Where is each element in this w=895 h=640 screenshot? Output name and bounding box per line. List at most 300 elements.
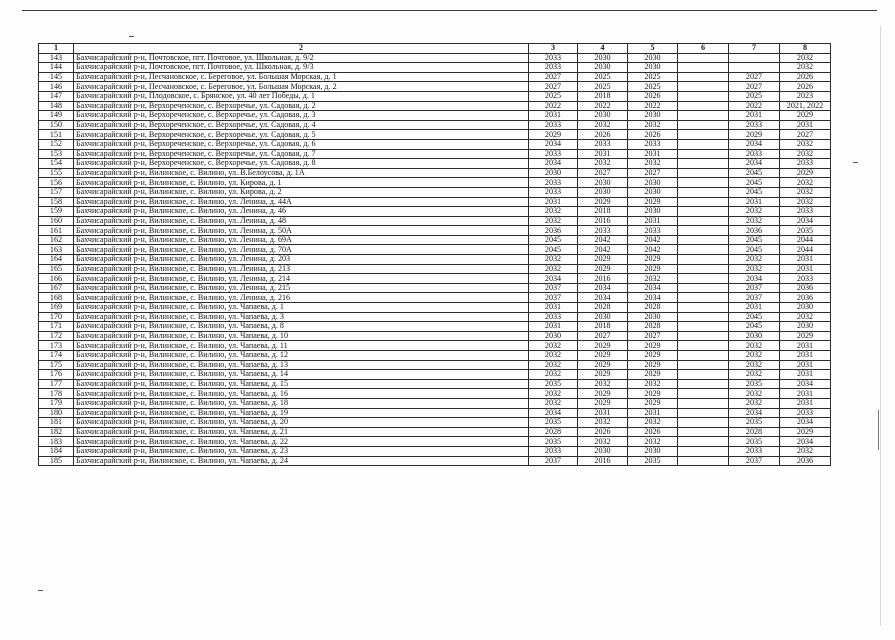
row-number-cell: 176 (39, 370, 74, 380)
row-number-cell: 166 (39, 274, 74, 284)
year-cell-col-5: 2022 (628, 101, 678, 111)
year-cell-col-7: 2033 (729, 446, 780, 456)
year-cell-col-4: 2016 (578, 216, 628, 226)
year-cell-col-8: 2031 (780, 120, 831, 130)
year-cell-col-4: 2029 (578, 351, 628, 361)
scan-speck (853, 162, 858, 163)
header-cell-col-6: 6 (678, 44, 729, 54)
year-cell-col-4: 2027 (578, 168, 628, 178)
year-cell-col-3: 2035 (529, 437, 578, 447)
year-cell-col-5: 2029 (628, 255, 678, 265)
year-cell-col-4: 2032 (578, 379, 628, 389)
year-cell-col-6 (678, 235, 729, 245)
year-cell-col-3: 2034 (529, 139, 578, 149)
year-cell-col-5: 2026 (628, 91, 678, 101)
year-cell-col-7: 2033 (729, 149, 780, 159)
row-number-cell: 148 (39, 101, 74, 111)
year-cell-col-6 (678, 178, 729, 188)
year-cell-col-3: 2032 (529, 341, 578, 351)
year-cell-col-7: 2035 (729, 379, 780, 389)
row-number-cell: 145 (39, 72, 74, 82)
year-cell-col-8: 2023 (780, 91, 831, 101)
year-cell-col-7: 2037 (729, 283, 780, 293)
year-cell-col-7 (729, 53, 780, 63)
year-cell-col-7: 2045 (729, 168, 780, 178)
year-cell-col-7: 2032 (729, 389, 780, 399)
address-cell: Бахчисарайский р-н, Почтовское, пгт. Почтовое, ул. Школьная, д. 9/2 (74, 53, 529, 63)
year-cell-col-4: 2032 (578, 120, 628, 130)
year-cell-col-7: 2032 (729, 255, 780, 265)
row-number-cell: 177 (39, 379, 74, 389)
table-row (39, 101, 831, 111)
year-cell-col-8: 2021, 2022 (780, 101, 831, 111)
year-cell-col-5: 2031 (628, 149, 678, 159)
year-cell-col-6 (678, 322, 729, 332)
year-cell-col-7: 2032 (729, 264, 780, 274)
year-cell-col-4: 2031 (578, 408, 628, 418)
year-cell-col-6 (678, 255, 729, 265)
year-cell-col-8: 2032 (780, 178, 831, 188)
housing-register-table (38, 43, 831, 466)
row-number-cell: 178 (39, 389, 74, 399)
year-cell-col-4: 2029 (578, 398, 628, 408)
year-cell-col-8: 2030 (780, 322, 831, 332)
year-cell-col-6 (678, 351, 729, 361)
address-cell: Бахчисарайский р-н, Вилинское, с. Вилино, ул. Ленина, д. 214 (74, 274, 529, 284)
year-cell-col-4: 2033 (578, 226, 628, 236)
year-cell-col-6 (678, 149, 729, 159)
table-row (39, 187, 831, 197)
year-cell-col-8: 2029 (780, 427, 831, 437)
year-cell-col-6 (678, 120, 729, 130)
year-cell-col-6 (678, 408, 729, 418)
table-row (39, 370, 831, 380)
year-cell-col-4: 2026 (578, 130, 628, 140)
table-row (39, 82, 831, 92)
row-number-cell: 173 (39, 341, 74, 351)
year-cell-col-7: 2032 (729, 360, 780, 370)
row-number-cell: 158 (39, 197, 74, 207)
year-cell-col-5: 2026 (628, 130, 678, 140)
table-row (39, 341, 831, 351)
year-cell-col-5: 2030 (628, 312, 678, 322)
row-number-cell: 174 (39, 351, 74, 361)
address-cell: Бахчисарайский р-н, Вилинское, с. Вилино, ул. Ленина, д. 44А (74, 197, 529, 207)
year-cell-col-4: 2033 (578, 139, 628, 149)
table-row (39, 197, 831, 207)
address-cell: Бахчисарайский р-н, Верхореченское, с. Верхоречье, ул. Садовая, д. 7 (74, 149, 529, 159)
year-cell-col-3: 2033 (529, 178, 578, 188)
address-cell: Бахчисарайский р-н, Вилинское, с. Вилино, ул. Чапаева, д. 22 (74, 437, 529, 447)
year-cell-col-8: 2031 (780, 264, 831, 274)
year-cell-col-7: 2028 (729, 427, 780, 437)
year-cell-col-4: 2018 (578, 207, 628, 217)
row-number-cell: 180 (39, 408, 74, 418)
year-cell-col-7: 2045 (729, 235, 780, 245)
page-top-border (22, 10, 877, 11)
year-cell-col-3: 2033 (529, 63, 578, 73)
row-number-cell: 184 (39, 446, 74, 456)
year-cell-col-8: 2029 (780, 111, 831, 121)
row-number-cell: 160 (39, 216, 74, 226)
year-cell-col-5: 2032 (628, 274, 678, 284)
year-cell-col-7 (729, 63, 780, 73)
table-row (39, 331, 831, 341)
year-cell-col-6 (678, 437, 729, 447)
address-cell: Бахчисарайский р-н, Верхореченское, с. Верхоречье, ул. Садовая, д. 6 (74, 139, 529, 149)
address-cell: Бахчисарайский р-н, Вилинское, с. Вилино, ул. Чапаева, д. 1 (74, 303, 529, 313)
year-cell-col-8: 2031 (780, 351, 831, 361)
year-cell-col-5: 2029 (628, 197, 678, 207)
address-cell: Бахчисарайский р-н, Вилинское, с. Вилино, ул. Чапаева, д. 3 (74, 312, 529, 322)
year-cell-col-8: 2034 (780, 216, 831, 226)
row-number-cell: 179 (39, 398, 74, 408)
year-cell-col-8: 2032 (780, 139, 831, 149)
address-cell: Бахчисарайский р-н, Вилинское, с. Вилино, ул. Чапаева, д. 20 (74, 418, 529, 428)
year-cell-col-3: 2032 (529, 264, 578, 274)
year-cell-col-7: 2029 (729, 130, 780, 140)
year-cell-col-3: 2032 (529, 207, 578, 217)
row-number-cell: 167 (39, 283, 74, 293)
row-number-cell: 159 (39, 207, 74, 217)
row-number-cell: 171 (39, 322, 74, 332)
year-cell-col-7: 2034 (729, 139, 780, 149)
table-row (39, 63, 831, 73)
year-cell-col-7: 2027 (729, 72, 780, 82)
year-cell-col-7: 2032 (729, 398, 780, 408)
row-number-cell: 168 (39, 293, 74, 303)
address-cell: Бахчисарайский р-н, Вилинское, с. Вилино, ул. Чапаева, д. 11 (74, 341, 529, 351)
year-cell-col-4: 2029 (578, 197, 628, 207)
year-cell-col-4: 2034 (578, 293, 628, 303)
row-number-cell: 182 (39, 427, 74, 437)
year-cell-col-4: 2029 (578, 341, 628, 351)
year-cell-col-3: 2033 (529, 312, 578, 322)
address-cell: Бахчисарайский р-н, Плодовское, с. Брянское, ул. 40 лет Победы, д. 1 (74, 91, 529, 101)
year-cell-col-8: 2029 (780, 331, 831, 341)
address-cell: Бахчисарайский р-н, Вилинское, с. Вилино, ул. Чапаева, д. 16 (74, 389, 529, 399)
table-row (39, 437, 831, 447)
address-cell: Бахчисарайский р-н, Верхореченское, с. Верхоречье, ул. Садовая, д. 5 (74, 130, 529, 140)
year-cell-col-4: 2026 (578, 427, 628, 437)
year-cell-col-5: 2026 (628, 427, 678, 437)
table-row (39, 111, 831, 121)
year-cell-col-7: 2034 (729, 274, 780, 284)
header-cell-col-2: 2 (74, 44, 529, 54)
year-cell-col-7: 2045 (729, 178, 780, 188)
address-cell: Бахчисарайский р-н, Вилинское, с. Вилино, ул. Чапаева, д. 13 (74, 360, 529, 370)
address-cell: Бахчисарайский р-н, Вилинское, с. Вилино, ул. Чапаева, д. 21 (74, 427, 529, 437)
year-cell-col-4: 2030 (578, 446, 628, 456)
year-cell-col-3: 2033 (529, 149, 578, 159)
year-cell-col-3: 2034 (529, 408, 578, 418)
address-cell: Бахчисарайский р-н, Вилинское, с. Вилино, ул. Ленина, д. 70А (74, 245, 529, 255)
year-cell-col-6 (678, 446, 729, 456)
address-cell: Бахчисарайский р-н, Вилинское, с. Вилино, ул. Ленина, д. 69А (74, 235, 529, 245)
year-cell-col-6 (678, 456, 729, 466)
year-cell-col-8: 2031 (780, 341, 831, 351)
year-cell-col-3: 2027 (529, 72, 578, 82)
year-cell-col-7: 2045 (729, 312, 780, 322)
table-row (39, 245, 831, 255)
year-cell-col-7: 2022 (729, 101, 780, 111)
year-cell-col-3: 2033 (529, 120, 578, 130)
year-cell-col-6 (678, 63, 729, 73)
table-row (39, 168, 831, 178)
year-cell-col-8: 2033 (780, 207, 831, 217)
row-number-cell: 165 (39, 264, 74, 274)
year-cell-col-4: 2029 (578, 389, 628, 399)
year-cell-col-7: 2045 (729, 322, 780, 332)
year-cell-col-4: 2030 (578, 111, 628, 121)
table-row (39, 283, 831, 293)
address-cell: Бахчисарайский р-н, Вилинское, с. Вилино, ул. Ленина, д. 213 (74, 264, 529, 274)
row-number-cell: 144 (39, 63, 74, 73)
year-cell-col-3: 2030 (529, 331, 578, 341)
year-cell-col-7: 2045 (729, 245, 780, 255)
year-cell-col-4: 2034 (578, 283, 628, 293)
table-row (39, 274, 831, 284)
year-cell-col-5: 2028 (628, 322, 678, 332)
address-cell: Бахчисарайский р-н, Вилинское, с. Вилино, ул. Чапаева, д. 24 (74, 456, 529, 466)
row-number-cell: 149 (39, 111, 74, 121)
year-cell-col-7: 2037 (729, 293, 780, 303)
year-cell-col-3: 2032 (529, 389, 578, 399)
year-cell-col-3: 2036 (529, 226, 578, 236)
year-cell-col-3: 2037 (529, 456, 578, 466)
year-cell-col-6 (678, 139, 729, 149)
year-cell-col-5: 2030 (628, 63, 678, 73)
year-cell-col-4: 2016 (578, 274, 628, 284)
year-cell-col-6 (678, 312, 729, 322)
scan-edge-mark (878, 410, 879, 450)
table-row (39, 120, 831, 130)
year-cell-col-5: 2032 (628, 120, 678, 130)
year-cell-col-4: 2027 (578, 331, 628, 341)
year-cell-col-5: 2030 (628, 446, 678, 456)
year-cell-col-7: 2035 (729, 437, 780, 447)
year-cell-col-6 (678, 168, 729, 178)
table-row (39, 255, 831, 265)
year-cell-col-6 (678, 398, 729, 408)
address-cell: Бахчисарайский р-н, Вилинское, с. Вилино, ул. Чапаева, д. 19 (74, 408, 529, 418)
year-cell-col-4: 2018 (578, 91, 628, 101)
year-cell-col-6 (678, 111, 729, 121)
table-row (39, 418, 831, 428)
year-cell-col-6 (678, 187, 729, 197)
year-cell-col-3: 2032 (529, 351, 578, 361)
year-cell-col-8: 2044 (780, 245, 831, 255)
year-cell-col-8: 2034 (780, 379, 831, 389)
year-cell-col-6 (678, 159, 729, 169)
year-cell-col-6 (678, 207, 729, 217)
header-cell-col-4: 4 (578, 44, 628, 54)
year-cell-col-6 (678, 216, 729, 226)
year-cell-col-4: 2042 (578, 235, 628, 245)
year-cell-col-4: 2032 (578, 437, 628, 447)
year-cell-col-4: 2031 (578, 149, 628, 159)
year-cell-col-4: 2042 (578, 245, 628, 255)
address-cell: Бахчисарайский р-н, Вилинское, с. Вилино, ул. Ленина, д. 46 (74, 207, 529, 217)
row-number-cell: 164 (39, 255, 74, 265)
page-right-edge (880, 26, 881, 626)
year-cell-col-3: 2045 (529, 245, 578, 255)
year-cell-col-5: 2033 (628, 226, 678, 236)
year-cell-col-3: 2034 (529, 274, 578, 284)
year-cell-col-5: 2030 (628, 207, 678, 217)
header-cell-col-7: 7 (729, 44, 780, 54)
table-row (39, 178, 831, 188)
year-cell-col-7: 2031 (729, 197, 780, 207)
row-number-cell: 151 (39, 130, 74, 140)
row-number-cell: 161 (39, 226, 74, 236)
row-number-cell: 156 (39, 178, 74, 188)
address-cell: Бахчисарайский р-н, Верхореченское, с. Верхоречье, ул. Садовая, д. 8 (74, 159, 529, 169)
year-cell-col-7: 2034 (729, 408, 780, 418)
address-cell: Бахчисарайский р-н, Вилинское, с. Вилино, ул. Ленина, д. 216 (74, 293, 529, 303)
year-cell-col-7: 2032 (729, 341, 780, 351)
year-cell-col-7: 2030 (729, 331, 780, 341)
table-row (39, 322, 831, 332)
table-row (39, 235, 831, 245)
table-row (39, 427, 831, 437)
row-number-cell: 170 (39, 312, 74, 322)
year-cell-col-5: 2029 (628, 351, 678, 361)
address-cell: Бахчисарайский р-н, Вилинское, с. Вилино, ул. Чапаева, д. 23 (74, 446, 529, 456)
year-cell-col-3: 2037 (529, 293, 578, 303)
year-cell-col-5: 2031 (628, 216, 678, 226)
table-row (39, 398, 831, 408)
year-cell-col-8: 2034 (780, 437, 831, 447)
year-cell-col-6 (678, 360, 729, 370)
year-cell-col-8: 2030 (780, 303, 831, 313)
address-cell: Бахчисарайский р-н, Верхореченское, с. Верхоречье, ул. Садовая, д. 2 (74, 101, 529, 111)
year-cell-col-6 (678, 226, 729, 236)
address-cell: Бахчисарайский р-н, Почтовское, пгт. Почтовое, ул. Школьная, д. 9/3 (74, 63, 529, 73)
address-cell: Бахчисарайский р-н, Вилинское, с. Вилино, ул. Чапаева, д. 10 (74, 331, 529, 341)
year-cell-col-6 (678, 101, 729, 111)
row-number-cell: 152 (39, 139, 74, 149)
address-cell: Бахчисарайский р-н, Вилинское, с. Вилино, ул. В.Белоусова, д. 1А (74, 168, 529, 178)
table-row (39, 446, 831, 456)
year-cell-col-6 (678, 245, 729, 255)
year-cell-col-8: 2031 (780, 398, 831, 408)
year-cell-col-6 (678, 197, 729, 207)
year-cell-col-3: 2031 (529, 322, 578, 332)
table-row (39, 351, 831, 361)
year-cell-col-7: 2034 (729, 159, 780, 169)
table-row (39, 216, 831, 226)
year-cell-col-6 (678, 82, 729, 92)
address-cell: Бахчисарайский р-н, Вилинское, с. Вилино, ул. Чапаева, д. 12 (74, 351, 529, 361)
year-cell-col-6 (678, 293, 729, 303)
year-cell-col-4: 2029 (578, 255, 628, 265)
year-cell-col-6 (678, 264, 729, 274)
year-cell-col-6 (678, 379, 729, 389)
year-cell-col-8: 2032 (780, 53, 831, 63)
year-cell-col-8: 2026 (780, 82, 831, 92)
table-row (39, 303, 831, 313)
header-cell-col-8: 8 (780, 44, 831, 54)
year-cell-col-5: 2025 (628, 82, 678, 92)
year-cell-col-5: 2029 (628, 341, 678, 351)
row-number-cell: 163 (39, 245, 74, 255)
address-cell: Бахчисарайский р-н, Вилинское, с. Вилино, ул. Кирова, д. 2 (74, 187, 529, 197)
header-cell-col-5: 5 (628, 44, 678, 54)
year-cell-col-4: 2025 (578, 72, 628, 82)
year-cell-col-8: 2032 (780, 187, 831, 197)
year-cell-col-4: 2028 (578, 303, 628, 313)
year-cell-col-5: 2030 (628, 53, 678, 63)
year-cell-col-3: 2032 (529, 398, 578, 408)
year-cell-col-6 (678, 283, 729, 293)
row-number-cell: 183 (39, 437, 74, 447)
year-cell-col-3: 2035 (529, 418, 578, 428)
year-cell-col-8: 2036 (780, 456, 831, 466)
year-cell-col-6 (678, 427, 729, 437)
year-cell-col-6 (678, 389, 729, 399)
year-cell-col-3: 2022 (529, 101, 578, 111)
year-cell-col-3: 2031 (529, 111, 578, 121)
row-number-cell: 175 (39, 360, 74, 370)
address-cell: Бахчисарайский р-н, Песчановское, с. Береговое, ул. Большая Морская, д. 1 (74, 72, 529, 82)
year-cell-col-7: 2032 (729, 207, 780, 217)
year-cell-col-7: 2031 (729, 111, 780, 121)
table-row (39, 408, 831, 418)
year-cell-col-3: 2032 (529, 255, 578, 265)
year-cell-col-4: 2029 (578, 370, 628, 380)
year-cell-col-8: 2027 (780, 130, 831, 140)
table-row (39, 312, 831, 322)
scan-speck (129, 36, 134, 37)
year-cell-col-3: 2032 (529, 370, 578, 380)
table-row (39, 53, 831, 63)
year-cell-col-8: 2035 (780, 226, 831, 236)
row-number-cell: 162 (39, 235, 74, 245)
year-cell-col-5: 2032 (628, 379, 678, 389)
year-cell-col-5: 2032 (628, 437, 678, 447)
header-cell-col-3: 3 (529, 44, 578, 54)
year-cell-col-8: 2036 (780, 293, 831, 303)
year-cell-col-7: 2037 (729, 456, 780, 466)
year-cell-col-8: 2032 (780, 197, 831, 207)
row-number-cell: 154 (39, 159, 74, 169)
address-cell: Бахчисарайский р-н, Верхореченское, с. Верхоречье, ул. Садовая, д. 3 (74, 111, 529, 121)
year-cell-col-5: 2029 (628, 264, 678, 274)
table-row (39, 389, 831, 399)
year-cell-col-6 (678, 370, 729, 380)
year-cell-col-4: 2032 (578, 159, 628, 169)
table-row (39, 360, 831, 370)
year-cell-col-4: 2030 (578, 53, 628, 63)
address-cell: Бахчисарайский р-н, Вилинское, с. Вилино, ул. Чапаева, д. 8 (74, 322, 529, 332)
year-cell-col-5: 2032 (628, 418, 678, 428)
year-cell-col-5: 2035 (628, 456, 678, 466)
year-cell-col-6 (678, 130, 729, 140)
year-cell-col-8: 2034 (780, 418, 831, 428)
year-cell-col-5: 2033 (628, 139, 678, 149)
address-cell: Бахчисарайский р-н, Вилинское, с. Вилино, ул. Чапаева, д. 18 (74, 398, 529, 408)
year-cell-col-5: 2042 (628, 245, 678, 255)
year-cell-col-7: 2032 (729, 370, 780, 380)
row-number-cell: 146 (39, 82, 74, 92)
year-cell-col-3: 2025 (529, 91, 578, 101)
year-cell-col-3: 2030 (529, 168, 578, 178)
year-cell-col-4: 2029 (578, 264, 628, 274)
header-cell-col-1: 1 (39, 44, 74, 54)
address-cell: Бахчисарайский р-н, Верхореченское, с. Верхоречье, ул. Садовая, д. 4 (74, 120, 529, 130)
year-cell-col-8: 2032 (780, 312, 831, 322)
